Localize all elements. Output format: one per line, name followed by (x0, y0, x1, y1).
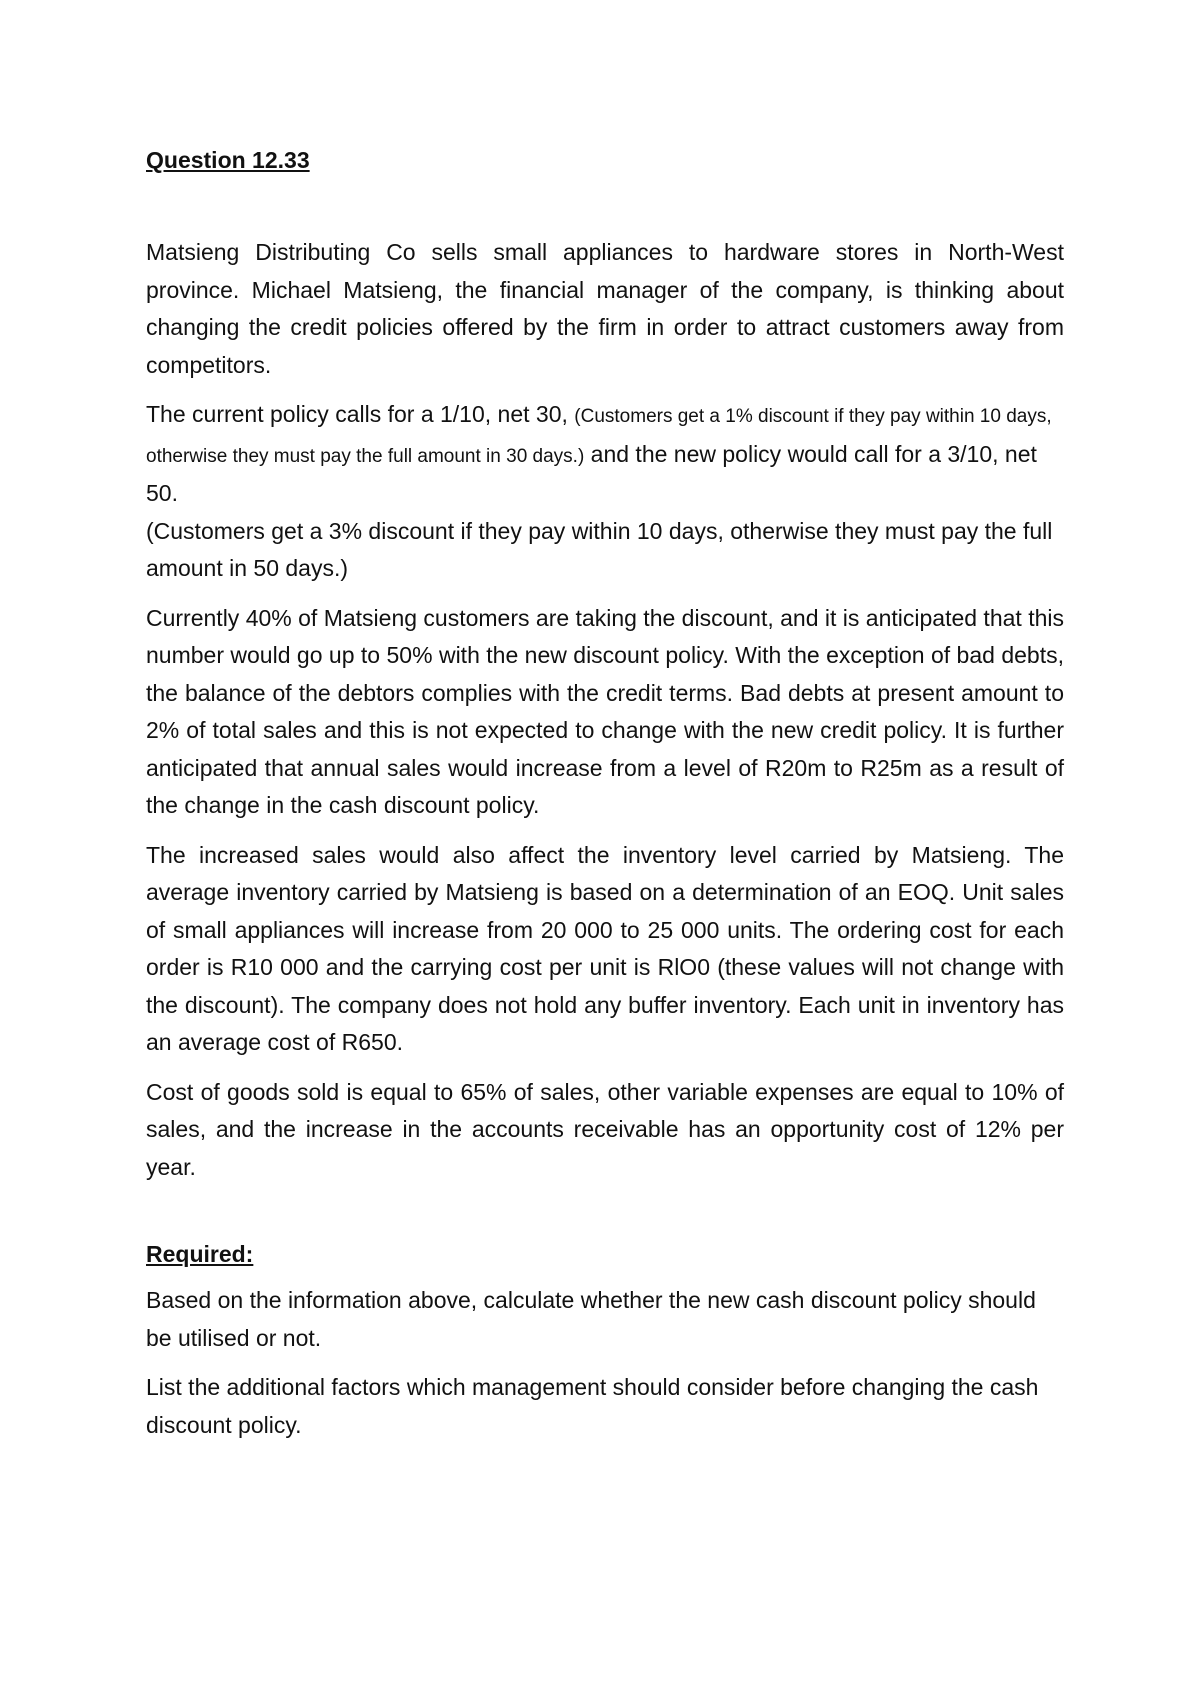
policy-current-note: (Customers get a 1% discount if they pay within 10 days, otherwise they must pay the full amount in 30 days.) (146, 406, 1052, 467)
policy-current-text: The current policy calls for a 1/10, net 30, (146, 401, 575, 427)
policy-new-text: and the new policy would call for a 3/10, net 50. (146, 440, 1037, 506)
document-page (146, 144, 1064, 1456)
paragraph-policy (146, 396, 1064, 588)
question-title: Question 12.33 (146, 147, 310, 173)
paragraph-inventory: The increased sales would also affect the inventory level carried by Matsieng. The average inventory carried by Matsieng is based on a determination of an EOQ. Unit sales of small appliances will increase from 20 000 to 25 000 units. The ordering cost for each order is R10 000 and the carrying cost per unit is RlO0 (these values will not change with the discount). The company does not hold any buffer inventory. Each unit in inventory has an average cost of R650. (146, 841, 1064, 1055)
paragraph-costs: Cost of goods sold is equal to 65% of sales, other variable expenses are equal to 10% of sales, and the increase in the accounts receivable has an opportunity cost of 12% per year. (146, 1078, 1064, 1180)
required-item-factors: List the additional factors which management should consider before changing the cash discount policy. (146, 1374, 1039, 1438)
required-item-calculate: Based on the information above, calculate whether the new cash discount policy should be utilised or not. (146, 1287, 1036, 1351)
policy-new-note: (Customers get a 3% discount if they pay within 10 days, otherwise they must pay the full amount in 50 days.) (146, 517, 1053, 581)
paragraph-discount-uptake: Currently 40% of Matsieng customers are taking the discount, and it is anticipated that this number would go up to 50% with the new discount policy. With the exception of bad debts, the balance of the debtors complies with the credit terms. Bad debts at present amount to 2% of total sales and this is not expected to change with the new credit policy. It is further anticipated that annual sales would increase from a level of R20m to R25m as a result of the change in the cash discount policy. (146, 604, 1064, 818)
paragraph-intro: Matsieng Distributing Co sells small appliances to hardware stores in North-West province. Michael Matsieng, the financial manager of the company, is thinking about changing the credit policies offered by the firm in order to attract customers away from competitors. (146, 239, 1064, 378)
required-title: Required: (146, 1241, 254, 1267)
